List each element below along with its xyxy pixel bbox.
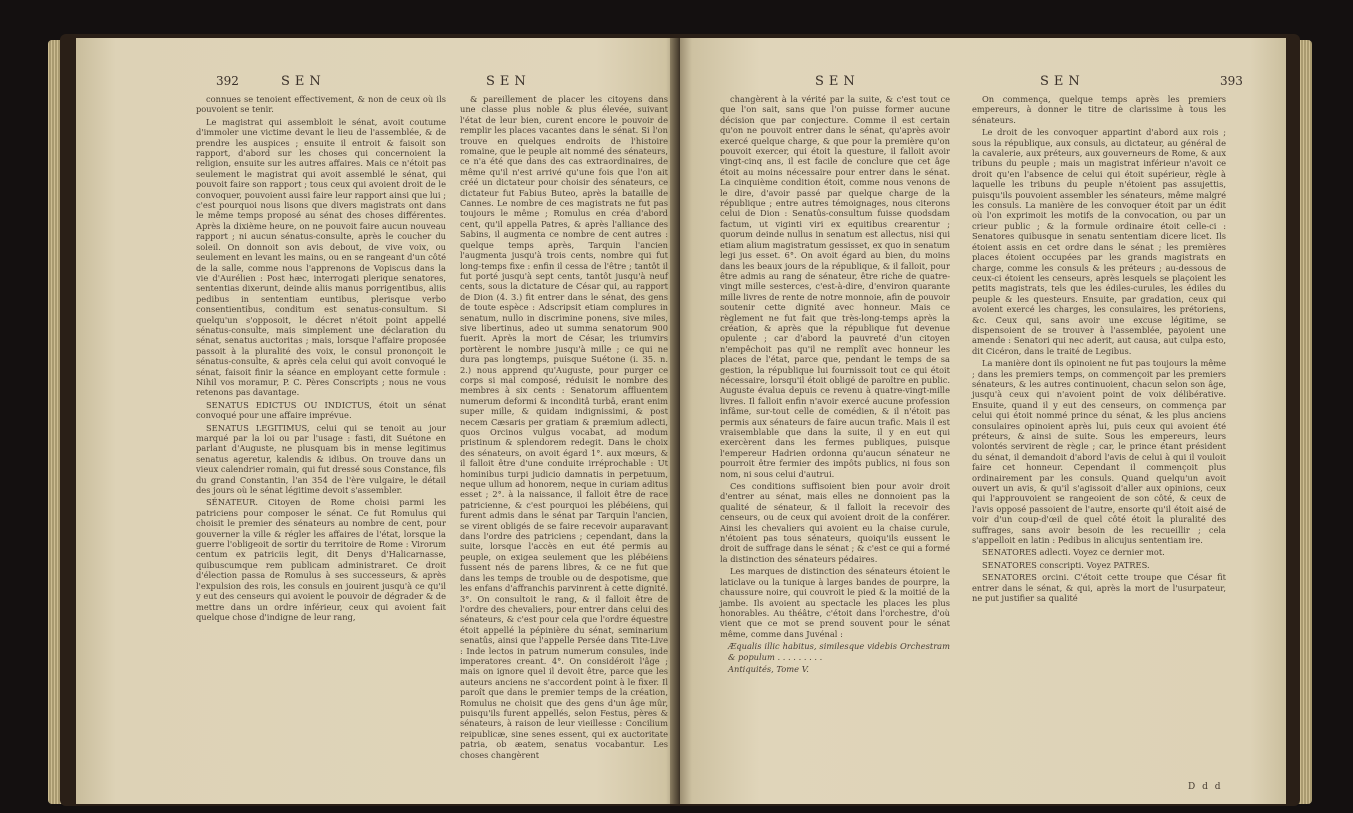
paragraph: Le droit de les convoquer appartint d'abord aux rois ; sous la république, aux consuls, au dictateur, au général de la cavalerie, aux préteurs, aux gouverneurs de Rome, & aux tribuns du peuple ; mais un magistrat inférieur n'avoit ce droit qu'en l'absence de celui qui étoit supérieur, règle à laquelle les tribuns du peuple n'étoient pas assujettis, puisqu'ils pouvoient assembler les sénateurs, même malgré les consuls. La manière de les convoquer étoit par un édit où l'on exprimoit les motifs de la convocation, ou par un crieur public ; & la formule ordinaire étoit celle-ci : Senatores quibusque in senatu sententiam dicere licet. Ils étoient assis en cet ordre dans le sénat ; les premières places étoient occupées par les grands magistrats en charge, comme les consuls & les préteurs ; au-dessous de ceux-ci étoient les censeurs, après lesquels se plaçoient les petits magistrats, tels que les édiles-curules, les édiles du peuple & les questeurs. Ensuite, par gradation, ceux qui avoient exercé les charges, les consulaires, les prétoriens, &c. Ceux qui, sans avoir une excuse légitime, se dispensoient de se trouver à l'assemblée, payoient une amende : Senatori qui nec aderit, aut causa, aut culpa esto, dit Cicéron, dans le traité de Legibus. — [972, 127, 1226, 356]
paragraph: La manière dont ils opinoient ne fut pas toujours la même ; dans les premiers temps, on commençoit par les premiers sénateurs, & les autres continuoient, chacun selon son âge, jusqu'à ceux qui n'avoient point de voix délibérative. Ensuite, quand il y eut des censeurs, on commença par celui qui étoit nommé prince du sénat, & les plus anciens consulaires opinoient après lui, puis ceux qui avoient été préteurs, & ainsi de suite. Sous les empereurs, leurs volontés servirent de règle ; car, le prince étant président du sénat, il demandoit d'abord l'avis de celui à qui il vouloit faire cet honneur. Cependant il commençoit plus ordinairement par les consuls. Quand quelqu'un avoit ouvert un avis, & qu'il s'agissoit d'aller aux opinions, ceux qui l'approuvoient se rangeoient de son côté, & ceux de l'avis opposé passoient de l'autre, ensorte qu'il étoit aisé de voir d'un coup-d'œil de quel côté étoit la pluralité des suffrages, sans avoir besoin de les recueillir ; cela s'appelloit en latin : Pedibus in alicujus sententiam ire. — [972, 358, 1226, 546]
paragraph: SÉNATEUR. Citoyen de Rome choisi parmi les patriciens pour composer le sénat. Ce fut Romulus qui choisit le premier des sénateurs au nombre de cent, pour gouverner la ville & régler les affaires de l'état, lorsque la guerre l'obligeoit de sortir du territoire de Rome : Virorum centum ex patriciis legit, dit Denys d'Halicarnasse, quibuscumque rem publicam administraret. Ce droit d'élection passa de Romulus à ses successeurs, & après l'expulsion des rois, les consuls en jouirent jusqu'à ce qu'il y eut des censeurs qui avoient le pouvoir de dégrader & de mettre dans un ordre inférieur, ceux qui avoient fait quelque chose d'indigne de leur rang, — [196, 497, 446, 622]
paragraph: On commença, quelque temps après les premiers empereurs, à donner le titre de clarissime à tous les sénateurs. — [972, 94, 1226, 125]
right-column-1 — [720, 94, 950, 676]
verse-quote: Æqualis illic habitus, similesque videbis Orchestram & populum . . . . . . . . . — [728, 641, 950, 662]
paragraph: & pareillement de placer les citoyens dans une classe plus noble & plus élevée, suivant l'état de leur bien, curent encore le pouvoir de remplir les places vacantes dans le sénat. Si l'on trouve en quelques endroits de l'histoire romaine, que le peuple ait nommé des sénateurs, ce n'a été que dans des cas extraordinaires, de même qu'il n'est arrivé qu'une fois que l'on ait créé un dictateur pour choisir des sénateurs, ce dictateur fut Fabius Buteo, après la bataille de Cannes. Le nombre de ces magistrats ne fut pas toujours le même ; Romulus en créa d'abord cent, qu'il appella Patres, & après l'alliance des Sabins, il augmenta ce nombre de cent autres : quelque temps après, Tarquin l'ancien l'augmenta jusqu'à trois cents, nombre qui fut long-temps fixe : enfin il cessa de l'être ; tantôt il fut porté jusqu'à sept cents, tantôt jusqu'à neuf cents, sous la dictature de César qui, au rapport de Dion (4. 3.) fit entrer dans le sénat, des gens de toute espèce : Adscripsit etiam complures in senatum, nullo in discrimine ponens, sive miles, sive libertinus, adeo ut summa senatorum 900 fuerit. Après la mort de César, les triumvirs portèrent le nombre jusqu'à mille ; ce qui ne dura pas longtemps, puisque Suétone (i. 35. n. 2.) nous apprend qu'Auguste, pour purger ce corps si mal composé, réduisit le nombre des membres à six cents : Senatorum affluentem numerum deformi & inconditâ turbâ, erant enim super mille, & quidam indignissimi, & post necem Cæsaris per gratiam & præmium adlecti, quos Orcinos vulgus vocabat, ad modum pristinum & splendorem redegit. Dans le choix des sénateurs, on avoit égard 1°. aux mœurs, & il falloit être d'une conduite irréprochable : Ut hominibus turpi judicio damnatis in perpetuum, neque ullum ad honorem, neque in curiam aditus esset ; 2°. à la naissance, il falloit être de race patricienne, & c'est pourquoi les plébéiens, qui furent admis dans le sénat par Tarquin l'ancien, se virent obligés de se faire recevoir auparavant dans l'ordre des patriciens ; cependant, dans la suite, lorsque l'accès en eut été permis au peuple, on exigea seulement que les plébéiens fussent nés de parens libres, & ce ne fut que dans les temps de trouble ou de despotisme, que les enfans d'affranchis parvinrent à cette dignité. 3°. On consultoit le rang, & il falloit être de l'ordre des chevaliers, pour entrer dans celui des sénateurs, & c'est pour cela que l'ordre équestre étoit appellé la pépinière du sénat, seminarium senatûs, ainsi que l'appelle Persée dans Tite-Live : Inde lectos in patrum numerum consules, inde imperatores creant. 4°. On considéroit l'âge ; mais on ignore quel il devoit être, parce que les auteurs anciens ne s'accordent point à le fixer. Il paroît que dans le premier temps de la création, Romulus ne choisit que des gens d'un âge mûr, puisqu'ils furent appellés, selon Festus, pères & sénateurs, à raison de leur vieillesse : Concilium reipublicæ, sine senes essent, qui ex auctoritate patria, ob æatem, senatus vocabantur. Les choses changèrent — [460, 94, 668, 760]
signature-mark: D d d — [1188, 782, 1223, 792]
right-page-number: 393 — [1220, 74, 1243, 88]
paragraph: Ces conditions suffisoient bien pour avoir droit d'entrer au sénat, mais elles ne donnoient pas la qualité de sénateur, & il falloit la recevoir des censeurs, ou de ceux qui avoient droit de la conférer. Ainsi les chevaliers qui avoient eu la chaise curule, n'étoient pas tous sénateurs, quoiqu'ils eussent le droit de suffrage dans le sénat ; & c'est ce qui a formé la distinction des sénateurs pédaires. — [720, 481, 950, 564]
right-running-head-2: SEN — [1040, 74, 1085, 89]
entry: SENATORES orcini. C'étoit cette troupe que César fit entrer dans le sénat, & qui, après la mort de l'usurpateur, ne put justifier sa qualité — [972, 572, 1226, 604]
paragraph: connues se tenoient effectivement, & non de ceux où ils pouvoient se tenir. — [196, 94, 446, 115]
left-page — [76, 38, 676, 804]
paragraph: SENATUS EDICTUS OU INDICTUS, étoit un sénat convoqué pour une affaire imprévue. — [196, 399, 446, 421]
paragraph: SENATUS LEGITIMUS, celui qui se tenoit au jour marqué par la loi ou par l'usage : fasti, dit Suétone en parlant d'Auguste, ne plusquam bis in mense legitimus senatus ageretur, kalendis & idibus. On trouve dans un vieux calendrier romain, qui fut dressé sous Constance, fils du grand Constantin, l'an 354 de l'ère vulgaire, le détail des jours où le sénat légitime devoit s'assembler. — [196, 422, 446, 496]
left-column-2 — [460, 94, 668, 762]
right-column-2 — [972, 94, 1226, 606]
right-running-head-1: SEN — [815, 74, 860, 89]
signature-line: Antiquités, Tome V. — [728, 663, 809, 674]
paragraph: Le magistrat qui assembloit le sénat, avoit coutume d'immoler une victime devant le lieu de l'assemblée, & de prendre les auspices ; ensuite il entroit & faisoit son rapport, d'abord sur les choses qui concernoient la religion, ensuite sur les autres affaires. Mais ce n'étoit pas seulement le magistrat qui avoit assemblé le sénat, qui pouvoit faire son rapport ; tous ceux qui avoient droit de le convoquer, pouvoient aussi faire leur rapport ainsi que lui ; c'est pourquoi nous lisons que divers magistrats ont dans le même temps proposé au sénat des choses différentes. Après la dixième heure, on ne pouvoit faire aucun nouveau rapport ; ni aucun sénatus-consulte, après le coucher du soleil. On donnoit son avis debout, de vive voix, ou seulement en levant les mains, ou en se rangeant d'un côté de la salle, comme nous l'apprenons de Vopiscus dans la vie d'Aurélien : Post hæc, interrogati plerique senatores, sententias dixerunt, deinde aliis manus porrigentibus, aliis pedibus in sententiam euntibus, plerisque verbo consentientibus, conditum est senatus-consultum. Si quelqu'un s'opposoit, le décret n'étoit point appellé sénatus-consulte, mais simplement une déclaration du sénat, senatus auctoritas ; mais, lorsque l'affaire proposée passoit à la pluralité des voix, le consul prononçoit le sénatus-consulte, & après cela celui qui avoit convoqué le sénat, faisoit finir la séance en employant cette formule : Nihil vos moramur, P. C. Pères Conscripts ; nous ne vous retenons pas davantage. — [196, 116, 446, 398]
paragraph: changèrent à la vérité par la suite, & c'est tout ce que l'on sait, sans que l'on puisse former aucune décision que par conjecture. Comme il est certain qu'on ne pouvoit entrer dans le sénat, qu'après avoir exercé quelque charge, & que pour la première qu'on pouvoit exercer, qui étoit la questure, il falloit avoir vingt-cinq ans, il est facile de conclure que cet âge étoit au moins nécessaire pour entrer dans le sénat. La cinquième condition étoit, comme nous venons de le dire, d'avoir passé par quelque charge de la république ; entre autres témoignages, nous citerons celui de Dion : Senatûs-consultum fuisse quodsdam factum, ut viginti viri ex equitibus crearentur ; quorum deinde nullus in senatum est allectus, nisi qui etiam alium magistratum gessisset, ex quo in senatum legi jus esset. 6°. On avoit égard au bien, du moins dans les beaux jours de la république, & il falloit, pour être admis au rang de sénateur, être riche de quatre-vingt mille sesterces, c'est-à-dire, d'environ quarante mille livres de rente de notre monnoie, afin de pouvoir soutenir cette dignité avec honneur. Mais ce règlement ne fut fait que très-long-temps après la création, & après que la république fut devenue opulente ; car d'abord la pauvreté d'un citoyen n'empêchoit pas qu'il ne remplît avec honneur les places de l'état, parce que, pendant le temps de sa gestion, la république lui fournissoit tout ce qui étoit nécessaire, lorsqu'il étoit obligé de paroître en public. Auguste évalua depuis ce revenu à quatre-vingt-mille livres. Il falloit enfin n'avoir exercé aucune profession infâme, sur-tout celle de comédien, & il n'étoit pas permis aux sénateurs de faire aucun trafic. Mais il est vraisemblable que dans la suite, il y en eut qui exercèrent dans les fermes publiques, puisque l'empereur Hadrien ordonna qu'aucun sénateur ne pourroit être fermier des impôts publics, ni fous son nom, ni sous celui d'autrui. — [720, 94, 950, 479]
entry: SENATORES conscripti. Voyez PATRES. — [982, 559, 1150, 570]
left-column-1 — [196, 94, 446, 624]
left-running-head-1: SEN — [281, 74, 326, 89]
entry: SENATORES adlecti. Voyez ce dernier mot. — [982, 547, 1165, 558]
left-page-number: 392 — [216, 74, 239, 88]
right-page — [680, 38, 1286, 804]
left-running-head-2: SEN — [486, 74, 531, 89]
paragraph: Les marques de distinction des sénateurs étoient le laticlave ou la tunique à larges bandes de pourpre, la chaussure noire, qui couvroit le pied & la moitié de la jambe. Ils avoient au spectacle les places les plus honorables. Au théâtre, c'étoit dans l'orchestre, d'où vient que ce mot se prend souvent pour le sénat même, comme dans Juvénal : — [720, 566, 950, 639]
